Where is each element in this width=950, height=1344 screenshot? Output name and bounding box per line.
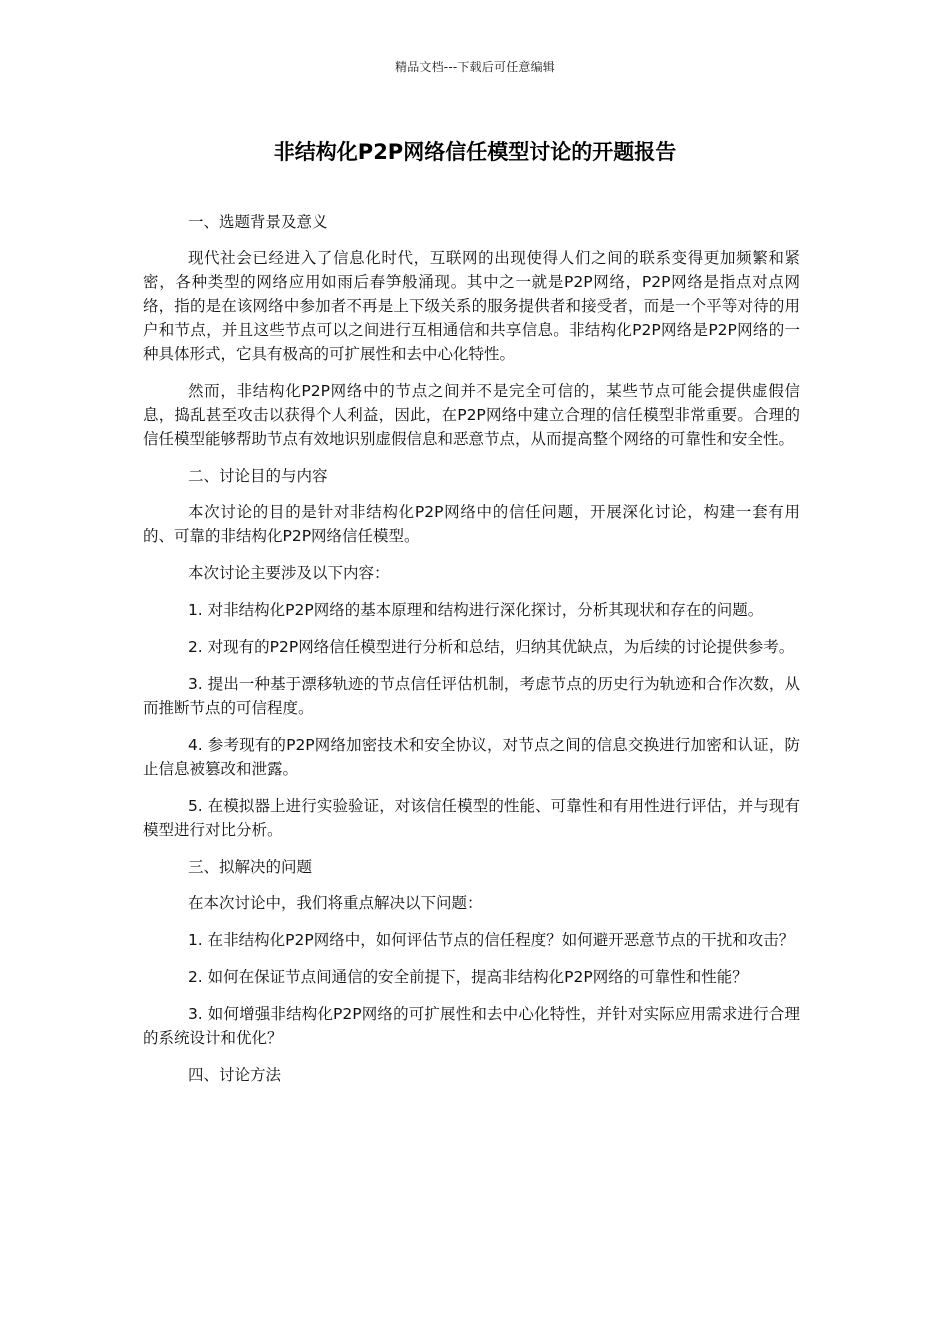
paragraph-purpose: 本次讨论的目的是针对非结构化P2P网络中的信任问题，开展深化讨论，构建一套有用的、可靠的非结构化P2P网络信任模型。 [143,503,800,545]
paragraph-trust-importance: 然而，非结构化P2P网络中的节点之间并不是完全可信的，某些节点可能会提供虚假信息，捣乱甚至攻击以获得个人利益，因此，在P2P网络中建立合理的信任模型非常重要。合理的信任模型能够帮助节点有效地识别虚假信息和恶意节点，从而提高整个网络的可靠性和安全性。 [143,382,800,448]
paragraph-content-intro: 本次讨论主要涉及以下内容： [187,564,390,582]
section-heading-purpose: 二、讨论目的与内容 [187,467,328,485]
content-item-2: 2. 对现有的P2P网络信任模型进行分析和总结，归纳其优缺点，为后续的讨论提供参考。 [187,638,795,656]
content-item-5: 5. 在模拟器上进行实验验证，对该信任模型的性能、可靠性和有用性进行评估，并与现有模型进行对比分析。 [143,797,800,839]
section-heading-problems: 三、拟解决的问题 [187,858,312,876]
content-item-1: 1. 对非结构化P2P网络的基本原理和结构进行深化探讨，分析其现状和存在的问题。 [187,601,764,619]
problem-item-3: 3. 如何增强非结构化P2P网络的可扩展性和去中心化特性，并针对实际应用需求进行合理的系统设计和优化？ [143,1005,800,1047]
content-item-3: 3. 提出一种基于漂移轨迹的节点信任评估机制，考虑节点的历史行为轨迹和合作次数，从而推断节点的可信程度。 [143,675,800,717]
header-note: 精品文档---下载后可任意编辑 [395,60,555,74]
section-heading-background: 一、选题背景及意义 [187,213,328,231]
content-item-4: 4. 参考现有的P2P网络加密技术和安全协议，对节点之间的信息交换进行加密和认证，防止信息被篡改和泄露。 [143,736,800,778]
section-heading-methods: 四、讨论方法 [187,1066,281,1084]
problem-item-2: 2. 如何在保证节点间通信的安全前提下，提高非结构化P2P网络的可靠性和性能？ [187,968,748,986]
paragraph-problems-intro: 在本次讨论中，我们将重点解决以下问题： [187,894,483,912]
document-body [143,210,800,1099]
paragraph-background-intro: 现代社会已经进入了信息化时代，互联网的出现使得人们之间的联系变得更加频繁和紧密，各种类型的网络应用如雨后春笋般涌现。其中之一就是P2P网络，P2P网络是指点对点网络，指的是在该网络中参加者不再是上下级关系的服务提供者和接受者，而是一个平等对待的用户和节点，并且这些节点可以之间进行互相通信和共享信息。非结构化P2P网络是P2P网络的一种具体形式，它具有极高的可扩展性和去中心化特性。 [143,249,800,363]
problem-item-1: 1. 在非结构化P2P网络中，如何评估节点的信任程度？如何避开恶意节点的干扰和攻击？ [187,931,795,949]
document-title: 非结构化P2P网络信任模型讨论的开题报告 [273,140,677,164]
